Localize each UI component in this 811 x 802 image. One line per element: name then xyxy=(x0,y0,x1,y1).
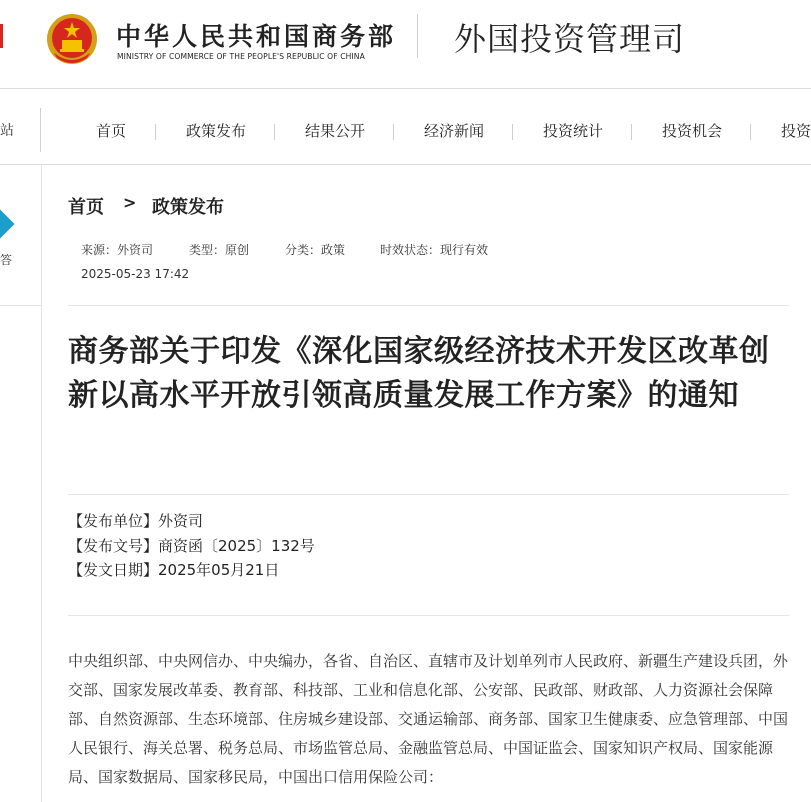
ministry-name-cn[interactable]: 中华人民共和国商务部 xyxy=(116,22,397,51)
meta-divider xyxy=(68,305,789,306)
nav-separator xyxy=(750,124,751,140)
breadcrumb-separator: > xyxy=(123,193,137,212)
meta-status: 时效状态：现行有效 xyxy=(380,243,489,257)
nav-separator xyxy=(155,124,156,140)
nav-item-truncated-left[interactable]: 站 xyxy=(0,123,14,139)
article-title: 商务部关于印发《深化国家级经济技术开发区改革创新以高水平开放引领高质量发展工作方案》的通知 xyxy=(68,334,770,413)
nav-item-investment-opportunities[interactable]: 投资机会 xyxy=(662,122,723,140)
meta-source: 来源：外资司 xyxy=(81,243,154,257)
sidebar-item-label[interactable]: 答 xyxy=(0,253,13,267)
sidebar-divider xyxy=(0,305,42,306)
national-emblem-icon[interactable] xyxy=(46,13,98,65)
header-divider xyxy=(417,14,418,58)
nav-separator xyxy=(631,124,632,140)
breadcrumb-current[interactable]: 政策发布 xyxy=(152,197,224,218)
info-issue-date: 【发文日期】2025年05月21日 xyxy=(68,561,280,579)
department-name[interactable]: 外国投资管理司 xyxy=(454,20,686,58)
ministry-name-en: MINISTRY OF COMMERCE OF THE PEOPLE'S REPUBLIC OF CHINA xyxy=(117,52,365,61)
nav-divider xyxy=(40,108,41,152)
nav-item-truncated-right[interactable]: 投资 xyxy=(781,122,811,140)
nav-item-home[interactable]: 首页 xyxy=(96,122,127,140)
nav-item-investment-stats[interactable]: 投资统计 xyxy=(543,122,604,140)
nav-separator xyxy=(393,124,394,140)
breadcrumb-home[interactable]: 首页 xyxy=(68,197,104,218)
nav-item-economic-news[interactable]: 经济新闻 xyxy=(424,122,485,140)
meta-type: 类型：原创 xyxy=(189,243,250,257)
article-body: 中央组织部、中央网信办、中央编办，各省、自治区、直辖市及计划单列市人民政府、新疆生产建设兵团，外交部、国家发展改革委、教育部、科技部、工业和信息化部、公安部、民政部、财政部、人力资源社会保障部、自然资源部、生态环境部、住房城乡建设部、交通运输部、商务部、国家卫生健康委、应急管理部、中国人民银行、海关总署、税务总局、市场监管总局、金融监管总局、中国证监会、国家知识产权局、国家能源局、国家数据局、国家移民局，中国出口信用保险公司： xyxy=(68,652,789,786)
nav-item-policy[interactable]: 政策发布 xyxy=(186,122,247,140)
info-issuer: 【发布单位】外资司 xyxy=(68,512,204,530)
nav-separator xyxy=(274,124,275,140)
nav-item-results[interactable]: 结果公开 xyxy=(305,122,366,140)
info-doc-number: 【发布文号】商资函〔2025〕132号 xyxy=(68,537,315,555)
header-left-accent xyxy=(0,24,3,48)
title-divider xyxy=(68,494,789,495)
nav-separator xyxy=(512,124,513,140)
meta-category: 分类：政策 xyxy=(285,243,346,257)
meta-datetime: 2025-05-23 17:42 xyxy=(81,267,190,281)
info-divider xyxy=(68,615,789,616)
